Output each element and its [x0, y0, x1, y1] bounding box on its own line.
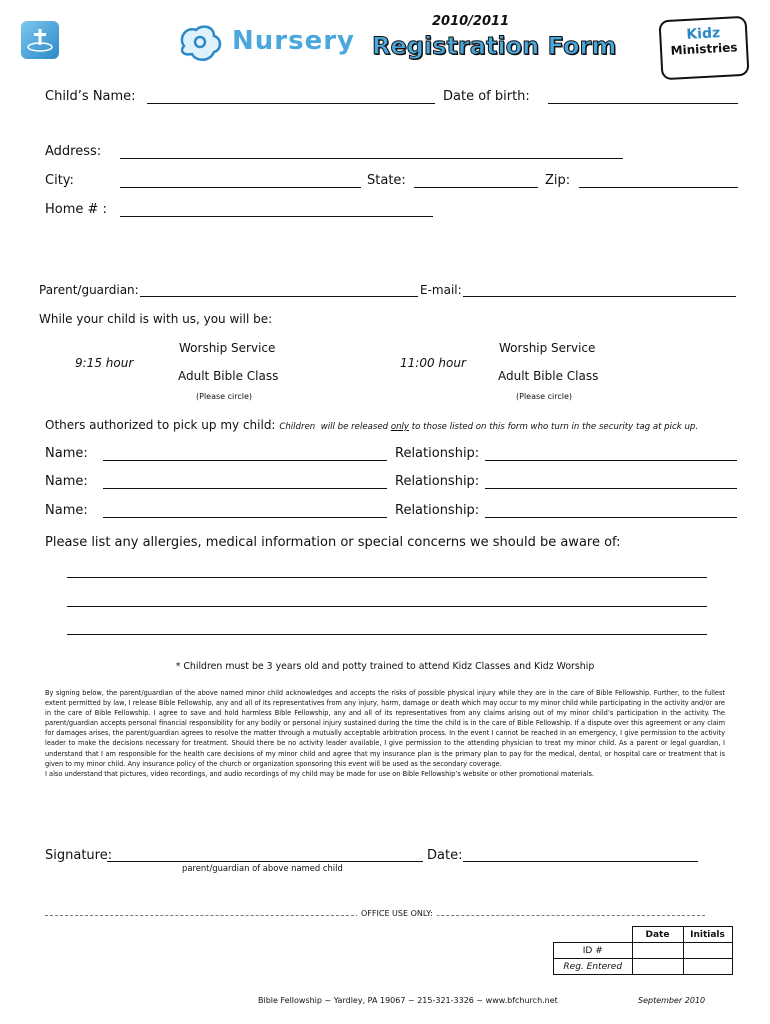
address-field[interactable] — [120, 158, 623, 159]
media-consent-paragraph: I also understand that pictures, video recordings, and audio recordings of my child may be made for use on Bible Fellowship’s website or other promotional materials. — [45, 769, 594, 778]
pickup-relationship-field-2[interactable] — [485, 488, 737, 489]
home-phone-label: Home # : — [45, 202, 107, 217]
form-year: 2010/2011 — [432, 14, 510, 29]
pickup-relationship-field-1[interactable] — [485, 460, 737, 461]
signature-label: Signature: — [45, 848, 113, 863]
office-use-label: OFFICE USE ONLY: — [357, 909, 437, 918]
signature-date-label: Date: — [427, 848, 463, 863]
liability-waiver-text — [45, 688, 725, 779]
kidz-ministries-logo — [658, 16, 749, 81]
address-label: Address: — [45, 144, 102, 159]
pickup-relationship-label-2: Relationship: — [395, 474, 480, 489]
adult-bible-class-option-1100[interactable]: Adult Bible Class — [498, 369, 599, 383]
logo-text-ministries: Ministries — [670, 40, 738, 58]
pickup-note-only: only — [390, 422, 410, 432]
office-col-date: Date — [632, 927, 683, 943]
signature-date-field[interactable] — [463, 861, 698, 862]
state-field[interactable] — [414, 187, 538, 188]
office-use-table — [553, 926, 733, 975]
parent-guardian-field[interactable] — [140, 296, 418, 297]
liability-waiver-paragraph: By signing below, the parent/guardian of the above named minor child acknowledges and accepts the risks of possible physical injury while they are in the care of Bible Fellowship. Further, to the fullest extent permitted by law, I release Bible Fellowship, any and all of its representatives from any injury, harm, damage or death which may occur to my minor child while participating in the activity and/or are in the care of Bible Fellowship. I agree to save and hold harmless Bible Fellowship, any and all of its representatives from any claims arising out of my minor child’s participation in the activity. The parent/guardian accepts personal financial responsibility for any bodily or personal injury sustained during the time the child is in the care of Bible Fellowship. If a dispute over this agreement or any claim for damages arises, the parent/guardian agrees to resolve the matter through a mutually acceptable arbitration process. In the event I cannot be reached in an emergency, I give permission to the activity leader to make the decisions necessary for treatment. Should there be no activity leader available, I give permission to the attending physician to treat my minor child. As a parent or legal guardian, I understand that I am responsible for the health care decisions of my minor child and agree that my insurance plan is the primary plan to pay for the medical, dental, or hospital care or treatment that is given to my minor child. Any insurance policy of the church or organization sponsoring this event will be used as the secondary coverage. — [45, 689, 725, 768]
footer-date: September 2010 — [638, 996, 706, 1005]
state-label: State: — [367, 173, 406, 188]
dob-label: Date of birth: — [443, 89, 530, 104]
while-with-us-text: While your child is with us, you will be: — [39, 312, 273, 326]
pickup-note-pre: Children will be released — [279, 422, 391, 432]
pickup-note — [279, 422, 698, 432]
age-requirement-note: * Children must be 3 years old and potty trained to attend Kidz Classes and Kidz Worship — [175, 661, 595, 672]
email-field[interactable] — [463, 296, 736, 297]
allergies-label: Please list any allergies, medical information or special concerns we should be aware of: — [45, 535, 621, 550]
worship-service-option-1100[interactable]: Worship Service — [499, 341, 596, 355]
office-row-reg-entered: Reg. Entered — [554, 959, 633, 975]
office-use-divider — [45, 909, 705, 921]
zip-label: Zip: — [545, 173, 571, 188]
allergies-line-3[interactable] — [67, 634, 707, 635]
office-col-initials: Initials — [683, 927, 732, 943]
church-logo — [21, 21, 59, 59]
pacifier-icon — [176, 20, 228, 66]
pickup-name-field-1[interactable] — [103, 460, 387, 461]
child-name-field[interactable] — [147, 103, 435, 104]
office-id-initials-cell[interactable] — [683, 943, 732, 959]
pickup-note-post: to those listed on this form who turn in the security tag at pick up. — [409, 422, 699, 432]
zip-field[interactable] — [579, 187, 738, 188]
email-label: E-mail: — [420, 283, 462, 297]
allergies-line-2[interactable] — [67, 606, 707, 607]
pickup-name-field-2[interactable] — [103, 488, 387, 489]
pickup-name-label-1: Name: — [45, 446, 88, 461]
parent-guardian-label: Parent/guardian: — [39, 283, 139, 297]
service-hour-915: 9:15 hour — [75, 356, 134, 370]
dob-field[interactable] — [548, 103, 738, 104]
allergies-line-1[interactable] — [67, 577, 707, 578]
office-id-date-cell[interactable] — [632, 943, 683, 959]
pickup-relationship-label-1: Relationship: — [395, 446, 480, 461]
city-field[interactable] — [120, 187, 361, 188]
home-phone-field[interactable] — [120, 216, 433, 217]
pickup-relationship-field-3[interactable] — [485, 517, 737, 518]
worship-service-option-915[interactable]: Worship Service — [179, 341, 276, 355]
pickup-authorized-label — [45, 418, 698, 432]
child-name-label: Child’s Name: — [45, 89, 136, 104]
pickup-name-field-3[interactable] — [103, 517, 387, 518]
title-nursery: Nursery — [232, 26, 355, 56]
pickup-name-label-2: Name: — [45, 474, 88, 489]
title-registration-form: Registration Form — [372, 32, 617, 60]
office-reg-initials-cell[interactable] — [683, 959, 732, 975]
office-reg-date-cell[interactable] — [632, 959, 683, 975]
footer-address: Bible Fellowship ~ Yardley, PA 19067 ~ 215-321-3326 ~ www.bfchurch.net — [258, 996, 558, 1005]
please-circle-note-915: (Please circle) — [196, 392, 253, 401]
pickup-label-text: Others authorized to pick up my child: — [45, 418, 276, 432]
signature-field[interactable] — [107, 861, 423, 862]
pickup-relationship-label-3: Relationship: — [395, 503, 480, 518]
church-logo-icon — [21, 21, 59, 59]
adult-bible-class-option-915[interactable]: Adult Bible Class — [178, 369, 279, 383]
office-row-id: ID # — [554, 943, 633, 959]
signature-sublabel: parent/guardian of above named child — [182, 863, 343, 873]
please-circle-note-1100: (Please circle) — [516, 392, 573, 401]
city-label: City: — [45, 173, 74, 188]
pickup-name-label-3: Name: — [45, 503, 88, 518]
service-hour-1100: 11:00 hour — [400, 356, 466, 370]
logo-text-kidz: Kidz — [685, 25, 721, 43]
